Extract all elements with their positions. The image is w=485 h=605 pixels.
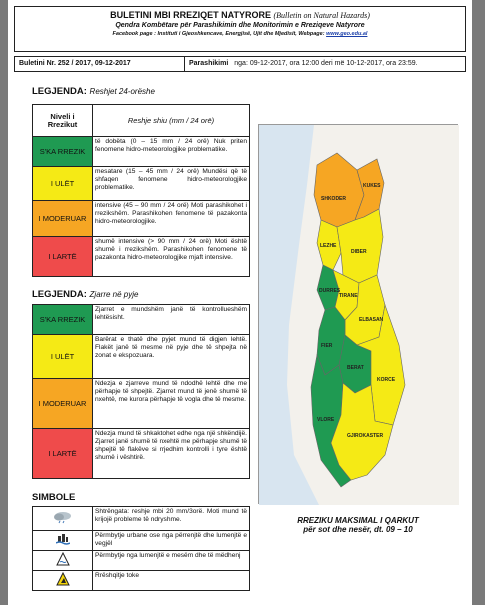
map-caption — [258, 516, 458, 534]
bulletin-number: Buletini Nr. 252 / 2017, 09-12-2017 — [15, 57, 185, 71]
forecast-label: Parashikimi — [189, 60, 229, 67]
symbols-table — [32, 506, 250, 591]
symbol-desc-river-flood: Përmbytje nga lumenjtë e mesëm dhe të mëdhenj — [93, 551, 250, 571]
fire-legend-table — [32, 304, 250, 479]
landslide-icon — [33, 571, 93, 591]
map-label-elbasan: ELBASAN — [359, 317, 384, 323]
bulletin-title-en: (Bulletin on Natural Hazards) — [273, 11, 370, 20]
rain-desc-low: mesatare (15 – 45 mm / 24 orë) Mundësi që të shfaqen fenomene hidro-meteorologjike problematike. — [93, 167, 250, 201]
albania-map — [259, 125, 459, 505]
map-label-shkoder: SHKODER — [321, 196, 347, 202]
fire-legend-label: LEGJENDA: — [32, 289, 87, 300]
fire-level-low: I ULËT — [33, 335, 93, 379]
rain-desc-moderate: intensive (45 – 90 mm / 24 orë) Moti parashikohet i rrezikshëm. Parashikohen fenomene të pazakonta hidro-meteorologjike. — [93, 201, 250, 237]
river-flood-icon — [33, 551, 93, 571]
rain-legend-label: LEGJENDA: — [32, 86, 87, 97]
website-link[interactable]: www.geo.edu.al — [326, 31, 368, 37]
fire-level-moderate: I MODERUAR — [33, 379, 93, 429]
level-column-header: Niveli i Rrezikut — [33, 105, 93, 137]
urban-flood-icon — [33, 531, 93, 551]
symbol-desc-storm: Shtrëngata: reshje mbi 20 mm/3orë. Moti mund të krijojë probleme të ndryshme. — [93, 507, 250, 531]
map-label-lezhe: LEZHE — [320, 243, 337, 249]
rain-cloud-icon — [33, 507, 93, 531]
forecast-text: nga: 09-12-2017, ora 12:00 deri më 10-12-2017, ora 23:59. — [234, 60, 418, 67]
risk-map — [258, 124, 458, 504]
institution-name: Qendra Kombëtare për Parashikimin dhe Monitorimin e Rreziqeve Natyrore — [115, 22, 365, 29]
fire-level-high: I LARTË — [33, 429, 93, 479]
fire-legend-heading — [32, 289, 138, 300]
map-label-korce: KORCE — [377, 377, 396, 383]
rain-desc-none: të dobëta (0 – 15 mm / 24 orë) Nuk priten fenomene hidro-meteorologjike problematike. — [93, 137, 250, 167]
symbol-desc-urban-flood: Përmbytje urbane ose nga përrenjtë dhe lumenjtë e vegjël — [93, 531, 250, 551]
map-label-diber: DIBER — [351, 249, 367, 255]
fire-desc-none: Zjarret e mundshëm janë të kontrollueshëm lehtësisht. — [93, 305, 250, 335]
map-label-durres: DURRES — [319, 288, 341, 294]
rain-level-low: I ULËT — [33, 167, 93, 201]
map-subtitle: për sot dhe nesër, dt. 09 – 10 — [303, 525, 413, 534]
map-label-fier: FIER — [321, 343, 333, 349]
rain-level-moderate: I MODERUAR — [33, 201, 93, 237]
bulletin-title: BULETINI MBI RREZIQET NATYRORE — [110, 10, 271, 20]
fire-level-none: S'KA RREZIK — [33, 305, 93, 335]
symbol-desc-landslide: Rrëshqitje toke — [93, 571, 250, 591]
bulletin-header — [14, 6, 466, 52]
map-label-gjirokaster: GJIROKASTER — [347, 433, 384, 439]
rain-legend-subheading: Reshjet 24-orëshe — [89, 87, 155, 96]
rain-level-high: I LARTË — [33, 237, 93, 277]
map-label-berat: BERAT — [347, 365, 364, 371]
social-links — [15, 31, 465, 37]
bulletin-info-row — [14, 56, 466, 72]
fire-desc-moderate: Ndezja e zjarreve mund të ndodhë lehtë dhe me përhapje të shpejtë. Zjarret mund të jenë shumë të nxehtë, me kurora përhapje të vogla dhe të mesme. — [93, 379, 250, 429]
rain-legend-table — [32, 104, 250, 277]
rain-level-none: S'KA RREZIK — [33, 137, 93, 167]
map-title: RREZIKU MAKSIMAL I QARKUT — [297, 516, 419, 525]
rain-legend-heading — [32, 86, 155, 97]
header-title-line — [15, 10, 465, 20]
rain-column-header: Reshje shiu (mm / 24 orë) — [93, 105, 250, 137]
fire-desc-low: Barërat e thatë dhe pyjet mund të digjen lehtë. Flakët janë të mesme në pyje dhe të shpejta në zonat e ekspozuara. — [93, 335, 250, 379]
fire-legend-subheading: Zjarre në pyje — [89, 290, 139, 299]
map-label-kukes: KUKES — [363, 183, 381, 189]
map-label-vlore: VLORE — [317, 417, 335, 423]
fire-desc-high: Ndezja mund të shkaktohet edhe nga një shkëndijë. Zjarret janë shumë të nxehtë me përhapje shumë të shpejtë të flakëve si rrjedhim kontrolli i tyre është shumë i vështirë. — [93, 429, 250, 479]
map-label-tirane: TIRANE — [339, 293, 358, 299]
links-prefix: Facebook page : Instituti i Gjeoshkencave, Energjisë, Ujit dhe Mjedisit, Webpage: — [112, 31, 325, 37]
bulletin-page — [8, 0, 472, 605]
symbols-heading: SIMBOLE — [32, 492, 76, 503]
forecast-period — [185, 57, 465, 71]
rain-desc-high: shumë intensive (> 90 mm / 24 orë) Moti është shumë i rrezikshëm. Parashikohen fenomene të pazakonta hidro-meteorologjike mjaft intensive. — [93, 237, 250, 277]
